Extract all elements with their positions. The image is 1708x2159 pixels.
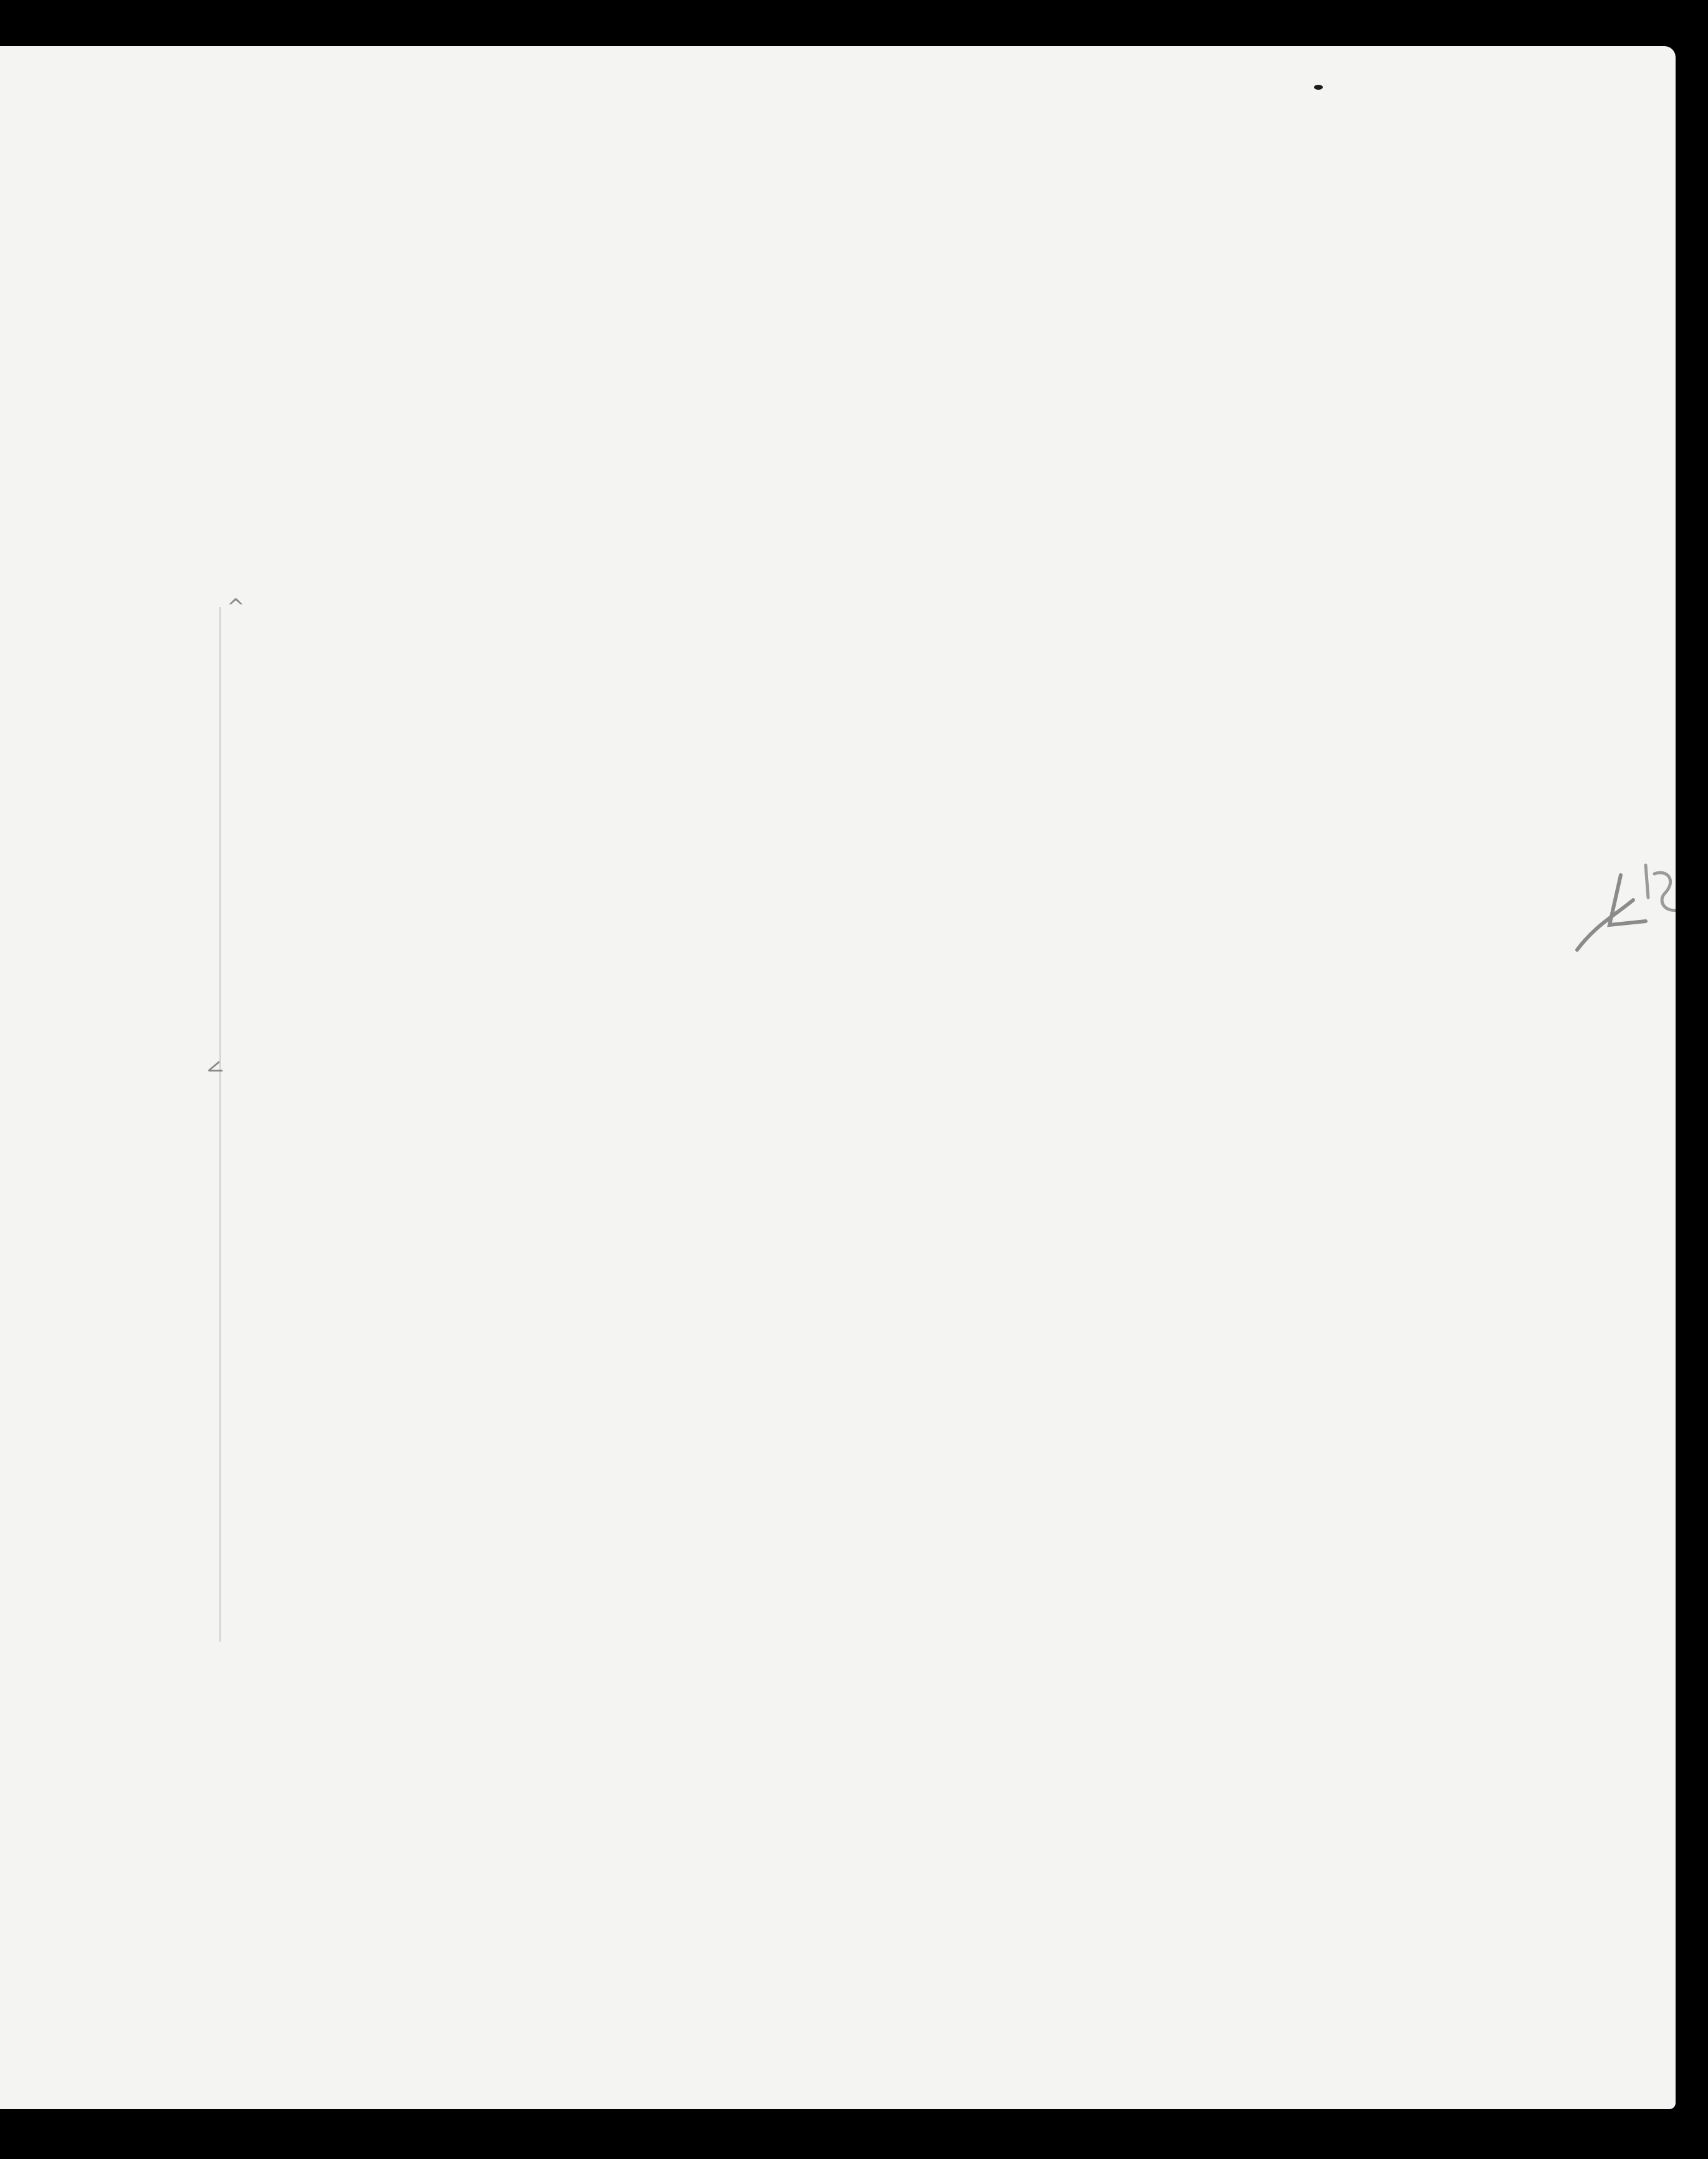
facing-page-edge	[0, 46, 81, 2109]
pencil-annotation	[1571, 856, 1676, 962]
page-fold-line	[219, 607, 221, 1642]
ink-speck	[1314, 85, 1323, 90]
fold-mark-top: ^	[227, 595, 245, 620]
section-xxiv-text	[394, 352, 1460, 361]
section-xxvii-text	[360, 1471, 1426, 1482]
section-xxv-text	[391, 719, 1451, 730]
book-page	[0, 46, 1676, 2109]
fold-mark-middle: <	[202, 1053, 228, 1083]
section-xxvi-text	[377, 930, 1442, 941]
